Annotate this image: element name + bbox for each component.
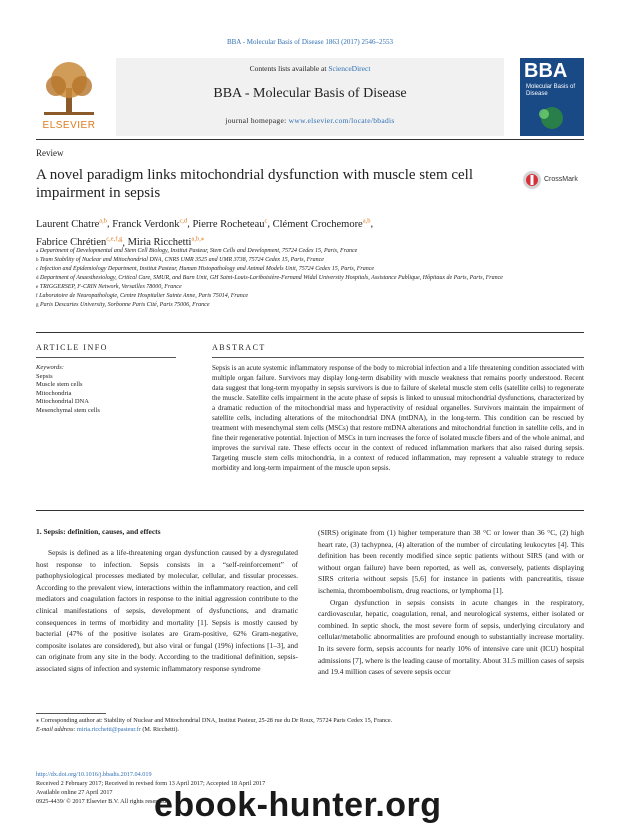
contents-prefix: Contents lists available at — [249, 64, 329, 73]
cover-title: BBA — [524, 60, 568, 82]
abstract-rule — [212, 357, 584, 358]
section-heading: 1. Sepsis: definition, causes, and effects — [36, 527, 161, 536]
abstract-text: Sepsis is an acute systemic inflammatory response of the body to microbial infection and a life threatening condition associated with multiple organ failure. Survivors may display long-term disability with muscle weakness that remains poorly understood. Recent data suggest that long-term myopathy in sepsis survivors is due to failure of skeletal muscle stem cells (satellite cells) to regenerate the muscle. Satellite cells impairment in the acute phase of sepsis is linked to unusual mitochondrial dysfunctions, characterized by a dramatic reduction of the mitochondrial mass and hyperactivity of residual organelles. Survivors maintain the impairment of satellite cells, including alterations of the mitochondrial DNA (mtDNA), in the long-term. This condition can be rescued by treatment with mesenchymal stem cells (MSCs) that restore mtDNA alterations and mitochondrial function in satellite cells, and in fine their regenerative potential. Injection of MSCs in turn increases the force of isolated muscle fibers and of the whole animal, and improves the survival rate. These effects occur in the context of reduced inflammation markers that also raised during sepsis. Targeting muscle stem cells mitochondria, in a context of reduced inflammation, may represent a valuable strategy to reduce morbidity and long-term impairment of the muscle upon sepsis. — [212, 364, 584, 472]
cover-art-icon — [530, 104, 574, 132]
affiliation: $^d$ Department of Anaesthesiology, Critical Care, SMUR, and Burn Unit, GH Saint-Louis-Lariboisière-Fernand Widal University Hospitals, Assistance Publique, Hôpitaux de Paris, Paris, France — [36, 275, 503, 281]
journal-header — [36, 58, 584, 136]
cover-subtitle: Molecular Basis of Disease — [526, 84, 576, 97]
homepage-prefix: journal homepage: — [225, 116, 289, 125]
publisher-name: ELSEVIER — [42, 120, 96, 131]
article-info-rule — [36, 357, 176, 358]
keywords-label: Keywords: — [36, 364, 64, 371]
footnote — [36, 716, 584, 734]
email-line: E-mail address: miria.ricchetti@pasteur.fr (M. Ricchetti). — [36, 726, 179, 733]
abstract-heading: ABSTRACT — [212, 343, 266, 352]
body-column-left — [36, 547, 298, 675]
journal-cover-image[interactable] — [520, 58, 584, 136]
author[interactable]: Fabrice Chrétien$^{c,e,f,g}$ — [36, 235, 123, 248]
author[interactable]: Miria Ricchetti$^{a,b,⁎}$ — [127, 235, 205, 248]
article-type: Review — [36, 148, 64, 158]
body-paragraph: (SIRS) originate from (1) higher temperature than 38 °C or lower than 36 °C, (2) high heart rate, (3) tachypnea, (4) alteration of the number of circulating leukocytes [4]. This definition has been recently modified since septic patients without SIRS (and with or without organ failure) have been reported, as well as, conversely, patients displaying SIRS criteria without sepsis [5,6] for instance in patients with pancreatitis, tissue ischemia, thromboembolism, drug reactions, or lymphoma [1]. — [318, 528, 584, 595]
journal-name: BBA - Molecular Basis of Disease — [213, 86, 407, 101]
body-paragraph: Organ dysfunction in sepsis consists in acute changes in the respiratory, cardiovascular, hepatic, coagulation, renal, and neurological systems, either isolated or combined. In septic shock, the most severe form of sepsis, underlying circulatory and cellular/metabolic abnormalities are profound enough to substantially increase mortality. In its severe form, sepsis accounts for nearly 10% of intensive care unit (ICU) hospital admissions [7], where is the leading cause of mortality. About 31.5 million cases of sepsis and 19.4 million cases of severe sepsis occur — [318, 597, 584, 677]
crossmark-label: CrossMark — [544, 176, 578, 183]
crossmark-icon — [522, 170, 542, 190]
keyword: Muscle stem cells — [36, 381, 83, 388]
body-column-right — [318, 527, 584, 678]
contents-line — [116, 64, 504, 73]
email-link[interactable]: miria.ricchetti@pasteur.fr — [77, 726, 141, 733]
doi-link[interactable]: http://dx.doi.org/10.1016/j.bbadis.2017.04.019 — [36, 771, 152, 778]
keyword: Mesenchymal stem cells — [36, 406, 100, 414]
header-center-panel — [116, 58, 504, 136]
affiliation: $^b$ Team Stability of Nuclear and Mitochondrial DNA, CNRS UMR 3525 and UMR 3738, 75724 Cedex 15, Paris, France — [36, 257, 324, 263]
author[interactable]: Pierre Rocheteau$^c$ — [192, 217, 268, 230]
keywords-block — [36, 364, 176, 415]
affiliation: $^e$ TRIGGERSEP, F-CRIN Network, Versailles 78000, France — [36, 284, 182, 290]
section-rule — [36, 332, 584, 333]
affiliation: $^a$ Department of Developmental and Stem Cell Biology, Institut Pasteur, Stem Cells and Development, 75724 Cedex 15, Paris, France — [36, 248, 358, 254]
author[interactable]: Franck Verdonk$^{c,d}$ — [112, 217, 188, 230]
article-title: A novel paradigm links mitochondrial dysfunction with muscle stem cell impairment in sepsis — [36, 167, 474, 201]
keyword: Sepsis — [36, 372, 53, 380]
received-dates: Received 2 February 2017; Received in revised form 13 April 2017; Accepted 18 April 2017 — [36, 780, 266, 787]
header-rule — [36, 139, 584, 140]
journal-citation-line[interactable]: BBA - Molecular Basis of Disease 1863 (2017) 2546–2553 — [226, 38, 394, 46]
article-info-heading: ARTICLE INFO — [36, 343, 108, 352]
body-paragraph: Sepsis is defined as a life-threatening organ dysfunction caused by a dysregulated host response to infection. Sepsis consists in a “self-reinforcement” of pathophysiological processes mediated by molecular, cellular, and tissular processes. According to the prevalent view, interactions within the inflammatory reaction, and cell mediators and coagulation factors in response to the initial aggression contribute to the clinical manifestations of sepsis, development of dysfunctions, and dramatic consequences in terms of morbidity and mortality [1]. Sepsis is mostly caused by bacterial (47% of the positive isolates are Gram-positive, 62% Gram-negative, composite isolates are considered), but also viral or fungal (19%) infections [1–3], and can originate from any site in the body. According to the traditional definition, sepsis-associated signs of infection and systemic inflammatory response syndrome — [36, 548, 298, 673]
keyword: Mitochondrial DNA — [36, 398, 89, 405]
author-list: Laurent Chatre$^{a,b}$, Franck Verdonk$^{c,d}$, Pierre Rocheteau$^c$, Clément Crochemore$^{a,b}$, Fabrice Chrétien$^{c,e,f,g}$, Miria Ricchetti$^{a,b,⁎}$ — [36, 217, 374, 248]
available-date: Available online 27 April 2017 — [36, 789, 113, 796]
keyword: Mitochondria — [36, 389, 72, 397]
homepage-line — [116, 116, 504, 125]
corresponding-author-note: ⁎ Corresponding author at: Stability of Nuclear and Mitochondrial DNA, Institut Pasteur, 25-28 rue du Dr Roux, 75724 Paris Cedex 15, France. — [36, 717, 393, 724]
affiliation: $^c$ Infection and Epidemiology Department, Institut Pasteur, Human Histopathology and Animal Models Unit, 75724 Cedex 15, Paris, France — [36, 266, 375, 272]
homepage-link[interactable]: www.elsevier.com/locate/bbadis — [288, 116, 395, 125]
sciencedirect-link[interactable]: ScienceDirect — [328, 64, 371, 73]
affiliation: $^f$ Laboratoire de Neuropathologie, Centre Hospitalier Sainte Anne, Paris 75014, France — [36, 293, 249, 299]
footnote-rule — [36, 713, 106, 714]
copyright: 0925-4439/ © 2017 Elsevier B.V. All rights reserved. — [36, 798, 168, 805]
body-rule — [36, 510, 584, 511]
watermark: ebook-hunter.org — [154, 786, 442, 824]
affiliations — [36, 247, 584, 310]
author[interactable]: Clément Crochemore$^{a,b}$ — [272, 217, 371, 230]
affiliation: $^g$ Paris Descartes University, Sorbonne Paris Cité, Paris 75006, France — [36, 302, 210, 308]
crossmark-badge[interactable] — [522, 170, 584, 192]
author[interactable]: Laurent Chatre$^{a,b}$ — [36, 217, 108, 230]
